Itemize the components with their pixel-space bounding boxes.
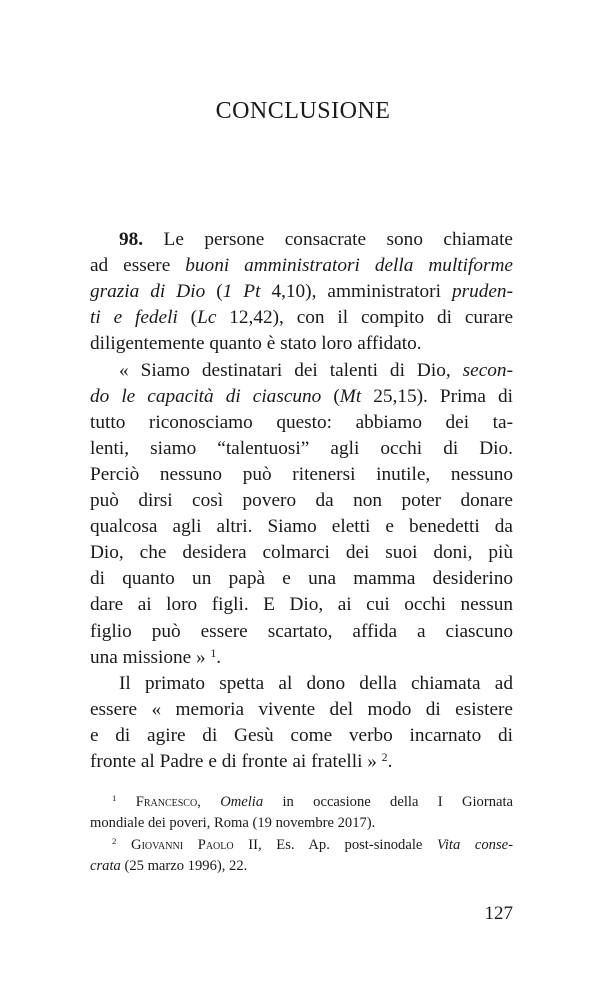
text-segment: Mt — [339, 386, 362, 407]
text-line — [90, 437, 513, 461]
text-segment: mondiale dei poveri, Roma (19 novembre 2017). — [90, 815, 376, 831]
text-segment: (25 marzo 1996), 22. — [120, 858, 248, 874]
text-segment: , — [197, 794, 221, 810]
text-segment — [116, 794, 135, 810]
text-segment: grazia di Dio — [90, 281, 206, 302]
text-line — [90, 280, 513, 304]
text-segment: Omelia — [220, 794, 264, 810]
footnote-ref: 1 — [210, 646, 217, 660]
text-line — [90, 593, 513, 617]
text-segment: ti e fedeli — [90, 307, 178, 328]
text-segment: Vita conse- — [437, 837, 513, 853]
text-segment — [116, 837, 131, 853]
text-segment: una missione » — [90, 647, 211, 668]
text-segment: tutto riconosciamo questo: abbiamo dei ta- — [90, 412, 513, 433]
text-segment: secon- — [462, 360, 513, 381]
text-line — [119, 359, 513, 383]
text-line — [90, 724, 513, 748]
text-line — [90, 411, 513, 435]
text-segment: Il primato spetta al dono della chiamata ad — [119, 673, 513, 694]
chapter-title: CONCLUSIONE — [215, 98, 391, 124]
footnote-line — [112, 793, 513, 811]
text-segment: . — [216, 647, 222, 668]
text-segment: può dirsi così povero da non poter donare — [90, 490, 513, 511]
footnote-line — [90, 857, 513, 875]
text-segment: . — [387, 751, 393, 772]
text-segment: crata — [90, 858, 121, 874]
text-segment: 4,10), amministratori — [260, 281, 452, 302]
text-segment: 25,15). Prima di — [361, 386, 513, 407]
text-segment: 98. — [119, 229, 144, 250]
text-line — [90, 489, 513, 513]
text-line — [90, 254, 513, 278]
text-segment: ( — [321, 386, 340, 407]
text-segment: II, Es. Ap. post-sinodale — [233, 837, 438, 853]
text-segment: e di agire di Gesù come verbo incarnato di — [90, 725, 513, 746]
text-segment: Le persone consacrate sono chiamate — [143, 229, 513, 250]
text-segment: dare ai loro figli. E Dio, ai cui occhi nessun — [90, 594, 513, 615]
text-segment: di quanto un papà e una mamma desiderino — [90, 568, 513, 589]
text-segment: essere « memoria vivente del modo di esistere — [90, 699, 513, 720]
text-segment: ( — [177, 307, 198, 328]
text-line — [90, 463, 513, 487]
text-line — [90, 646, 513, 670]
text-line — [90, 385, 513, 409]
text-line — [90, 332, 513, 356]
text-segment: ad essere — [90, 255, 186, 276]
footnote-line — [112, 836, 513, 854]
text-segment: buoni amministratori della multiforme — [185, 255, 513, 276]
text-segment: 12,42), con il compito di curare — [216, 307, 513, 328]
footnote-line — [90, 814, 513, 832]
text-segment: do le capacità di ciascuno — [90, 386, 322, 407]
text-line — [90, 698, 513, 722]
text-line — [119, 672, 513, 696]
page-number: 127 — [484, 903, 513, 924]
text-segment: qualcosa agli altri. Siamo eletti e benedetti da — [90, 516, 513, 537]
text-segment: pruden- — [451, 281, 513, 302]
footnote-ref: 2 — [381, 750, 388, 764]
text-segment: 1 Pt — [222, 281, 261, 302]
text-line — [90, 515, 513, 539]
text-segment: figlio può essere scartato, affida a ciascuno — [90, 621, 513, 642]
text-segment: in occasione della I Giornata — [263, 794, 514, 810]
text-segment: Lc — [197, 307, 217, 328]
text-segment: Perciò nessuno può ritenersi inutile, nessuno — [90, 464, 513, 485]
text-segment: diligentemente quanto è stato loro affidato. — [90, 333, 422, 354]
text-line — [90, 567, 513, 591]
text-line — [90, 541, 513, 565]
text-segment: fronte al Padre e di fronte ai fratelli » — [90, 751, 382, 772]
text-line — [90, 750, 513, 774]
text-segment: Dio, che desidera colmarci dei suoi doni, più — [90, 542, 513, 563]
footnote-number: 2 — [112, 836, 117, 847]
text-line — [90, 306, 513, 330]
text-segment: ( — [205, 281, 223, 302]
footnote-number: 1 — [112, 793, 117, 804]
text-line — [119, 228, 513, 252]
text-segment: lenti, siamo “talentuosi” agli occhi di Dio. — [90, 438, 513, 459]
text-segment: Giovanni Paolo — [131, 837, 234, 853]
text-segment: « Siamo destinatari dei talenti di Dio, — [119, 360, 463, 381]
text-line — [90, 620, 513, 644]
text-segment: Francesco — [135, 794, 198, 810]
